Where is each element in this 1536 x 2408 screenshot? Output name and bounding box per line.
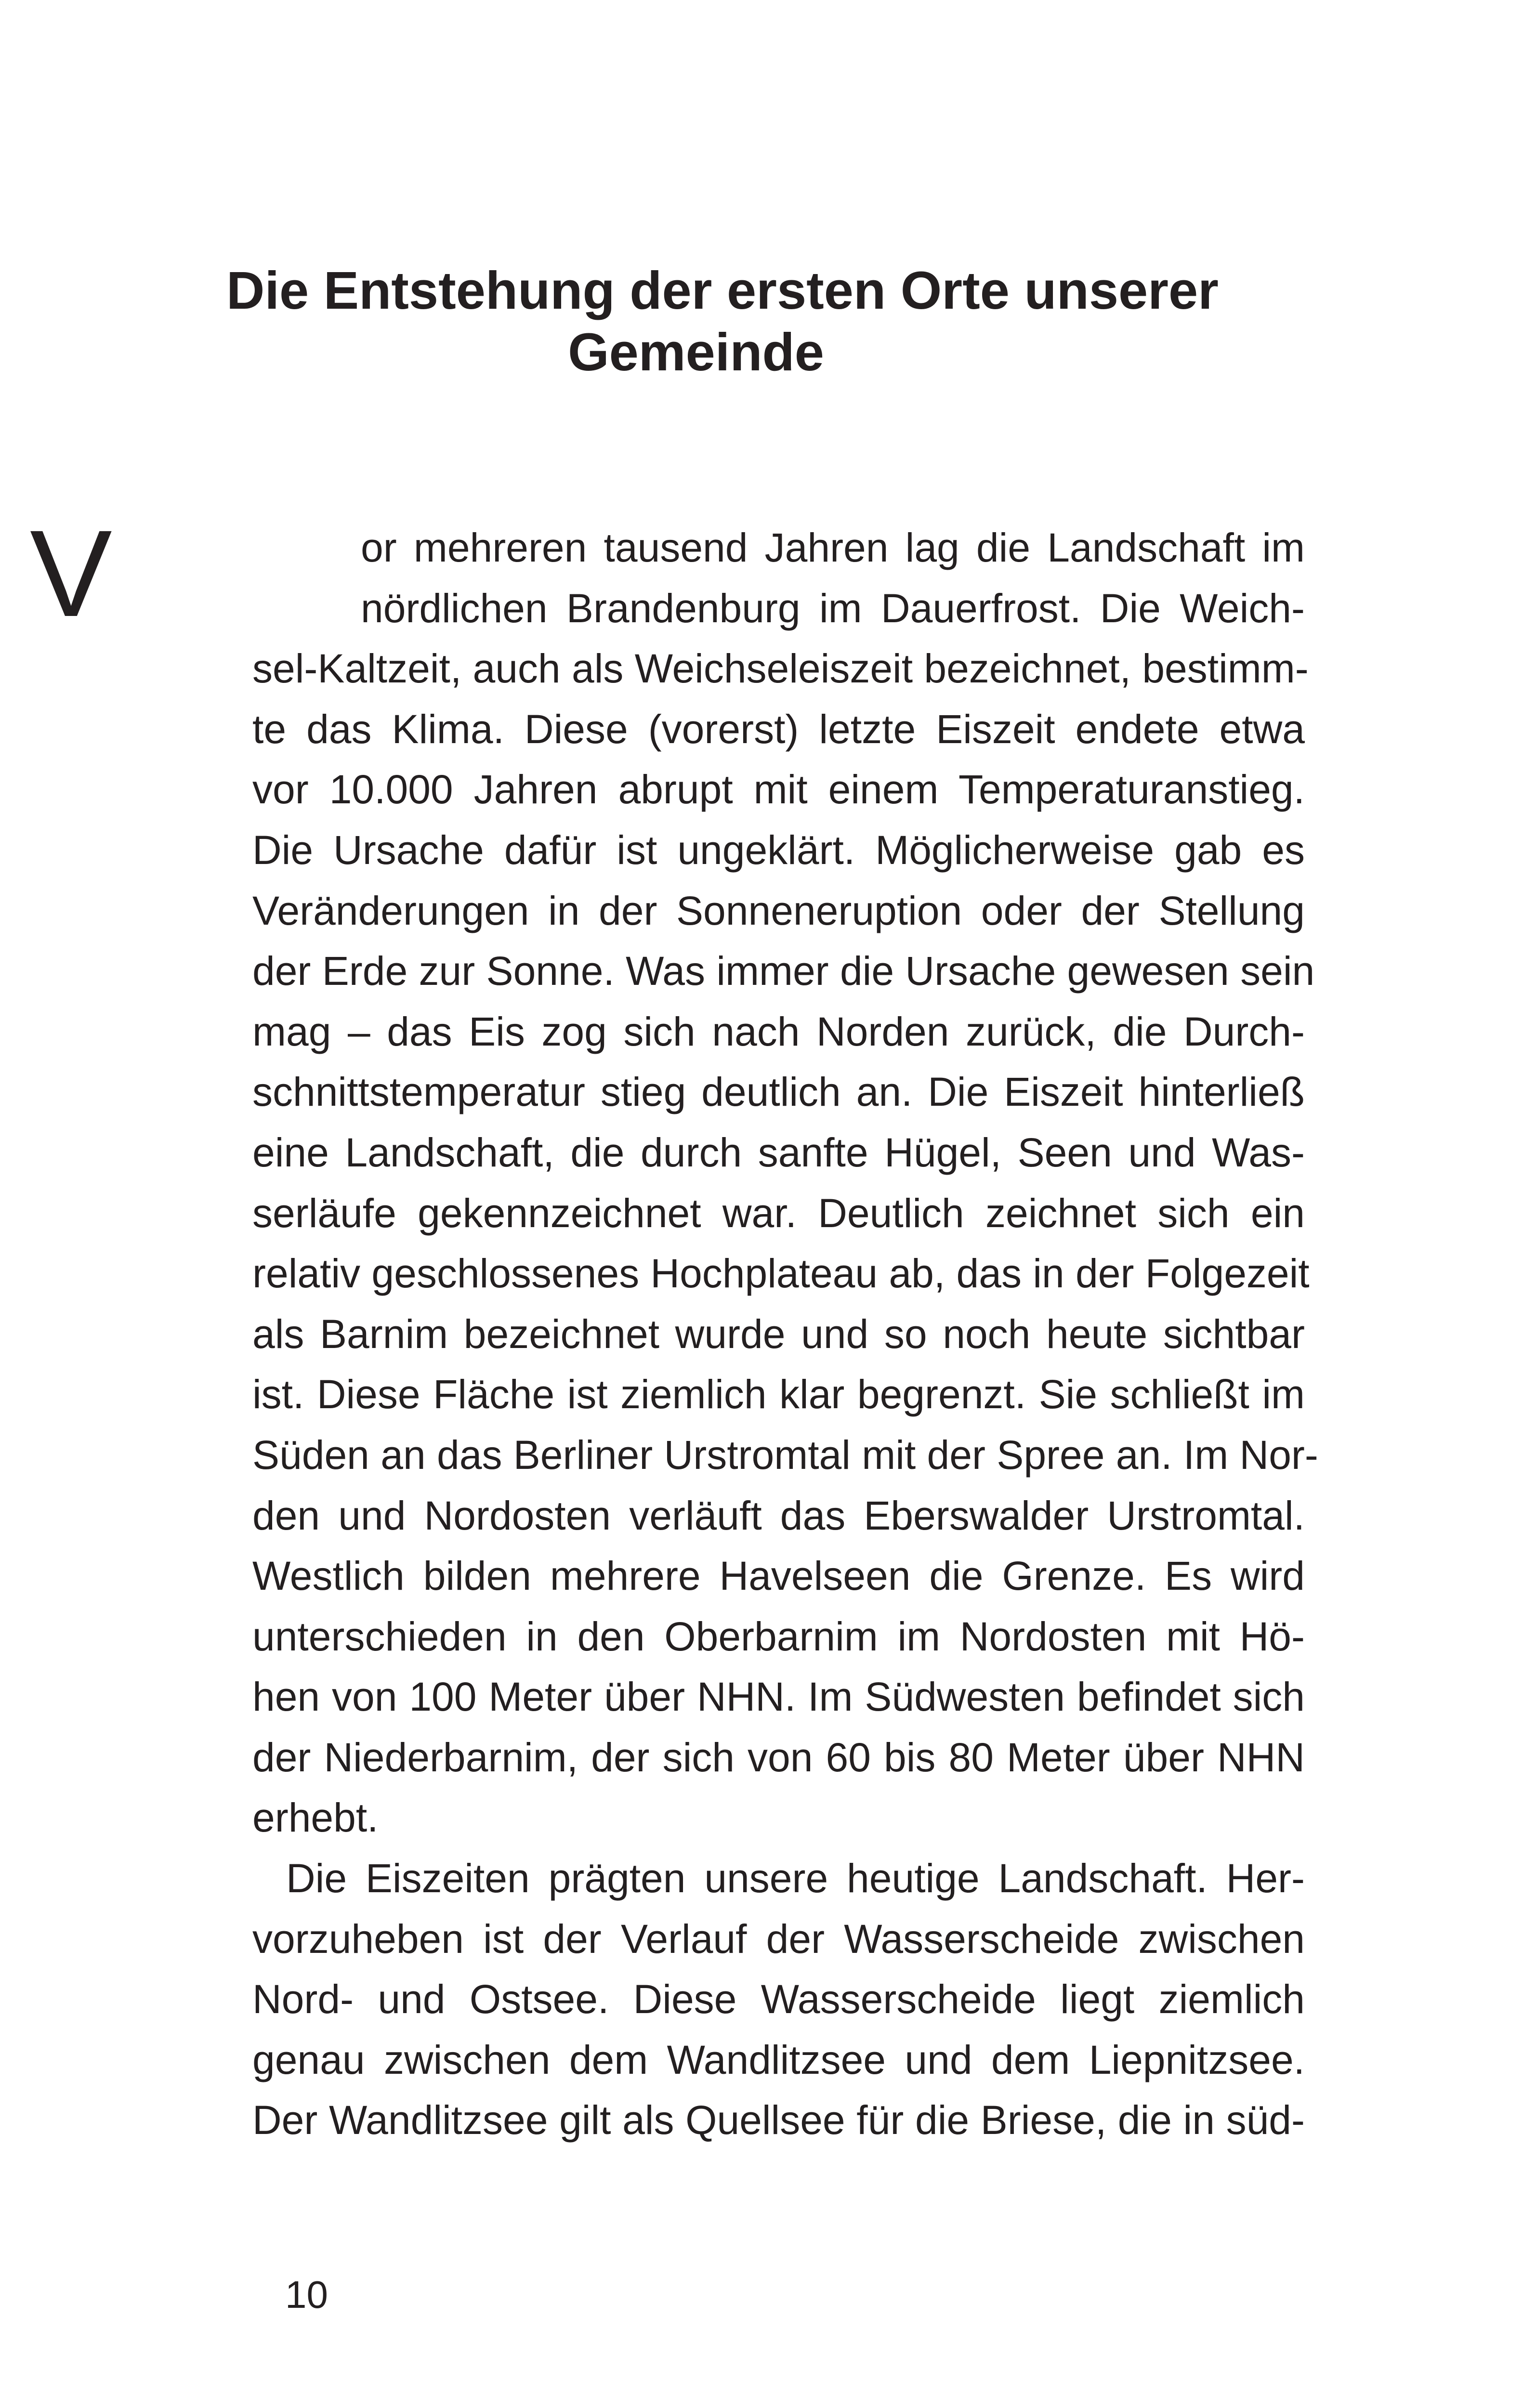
text-line: ist. Diese Fläche ist ziemlich klar begrenzt. Sie schließt im: [252, 1372, 1305, 1417]
text-line: der Niederbarnim, der sich von 60 bis 80 Meter über NHN: [252, 1734, 1305, 1780]
drop-cap-letter: V: [30, 505, 112, 642]
text-line: als Barnim bezeichnet wurde und so noch heute sichtbar: [252, 1311, 1305, 1357]
chapter-title-line: Die Entstehung der ersten Orte unserer: [226, 261, 1219, 320]
text-line: te das Klima. Diese (vorerst) letzte Eiszeit endete etwa: [252, 706, 1305, 752]
chapter-title: [226, 260, 1219, 383]
text-line: genau zwischen dem Wandlitzsee und dem Liepnitzsee.: [252, 2037, 1305, 2082]
chapter-title-line: Gemeinde: [568, 323, 824, 382]
text-line: mag – das Eis zog sich nach Norden zurück, die Durch-: [252, 1008, 1305, 1054]
text-line: relativ geschlossenes Hochplateau ab, das in der Folgezeit: [252, 1251, 1310, 1296]
text-line: serläufe gekennzeichnet war. Deutlich zeichnet sich ein: [252, 1190, 1305, 1236]
text-line: hen von 100 Meter über NHN. Im Südwesten befindet sich: [252, 1674, 1305, 1720]
text-line: Veränderungen in der Sonneneruption oder der Stellung: [252, 888, 1305, 933]
text-line: vorzuheben ist der Verlauf der Wasserscheide zwischen: [252, 1916, 1305, 1962]
text-line: Die Ursache dafür ist ungeklärt. Möglicherweise gab es: [252, 827, 1305, 873]
text-line: schnittstemperatur stieg deutlich an. Die Eiszeit hinterließ: [252, 1069, 1305, 1115]
text-line: unterschieden in den Oberbarnim im Nordosten mit Hö-: [252, 1613, 1305, 1659]
body-text: [252, 518, 1318, 2151]
paragraph-1: [252, 518, 1318, 1848]
text-line: den und Nordosten verläuft das Eberswalder Urstromtal.: [252, 1492, 1305, 1538]
text-line: sel-Kaltzeit, auch als Weichseleiszeit bezeichnet, bestimm-: [252, 646, 1309, 692]
paragraph-2: [252, 1848, 1305, 2151]
text-line: erhebt.: [252, 1795, 379, 1841]
text-line: Westlich bilden mehrere Havelseen die Grenze. Es wird: [252, 1553, 1305, 1599]
text-line: Die Eiszeiten prägten unsere heutige Landschaft. Her-: [286, 1856, 1305, 1901]
text-line: Süden an das Berliner Urstromtal mit der Spree an. Im Nor-: [252, 1432, 1318, 1478]
text-line: vor 10.000 Jahren abrupt mit einem Temperaturanstieg.: [252, 767, 1305, 812]
page-number: 10: [285, 2273, 328, 2316]
text-line: or mehreren tausend Jahren lag die Landschaft im: [361, 525, 1305, 570]
text-line: der Erde zur Sonne. Was immer die Ursache gewesen sein: [252, 948, 1315, 994]
text-line: Der Wandlitzsee gilt als Quellsee für die Briese, die in süd-: [252, 2097, 1305, 2143]
text-line: eine Landschaft, die durch sanfte Hügel, Seen und Was-: [252, 1129, 1305, 1175]
text-line: Nord- und Ostsee. Diese Wasserscheide liegt ziemlich: [252, 1976, 1305, 2022]
text-line: nördlichen Brandenburg im Dauerfrost. Die Weich-: [361, 585, 1305, 631]
